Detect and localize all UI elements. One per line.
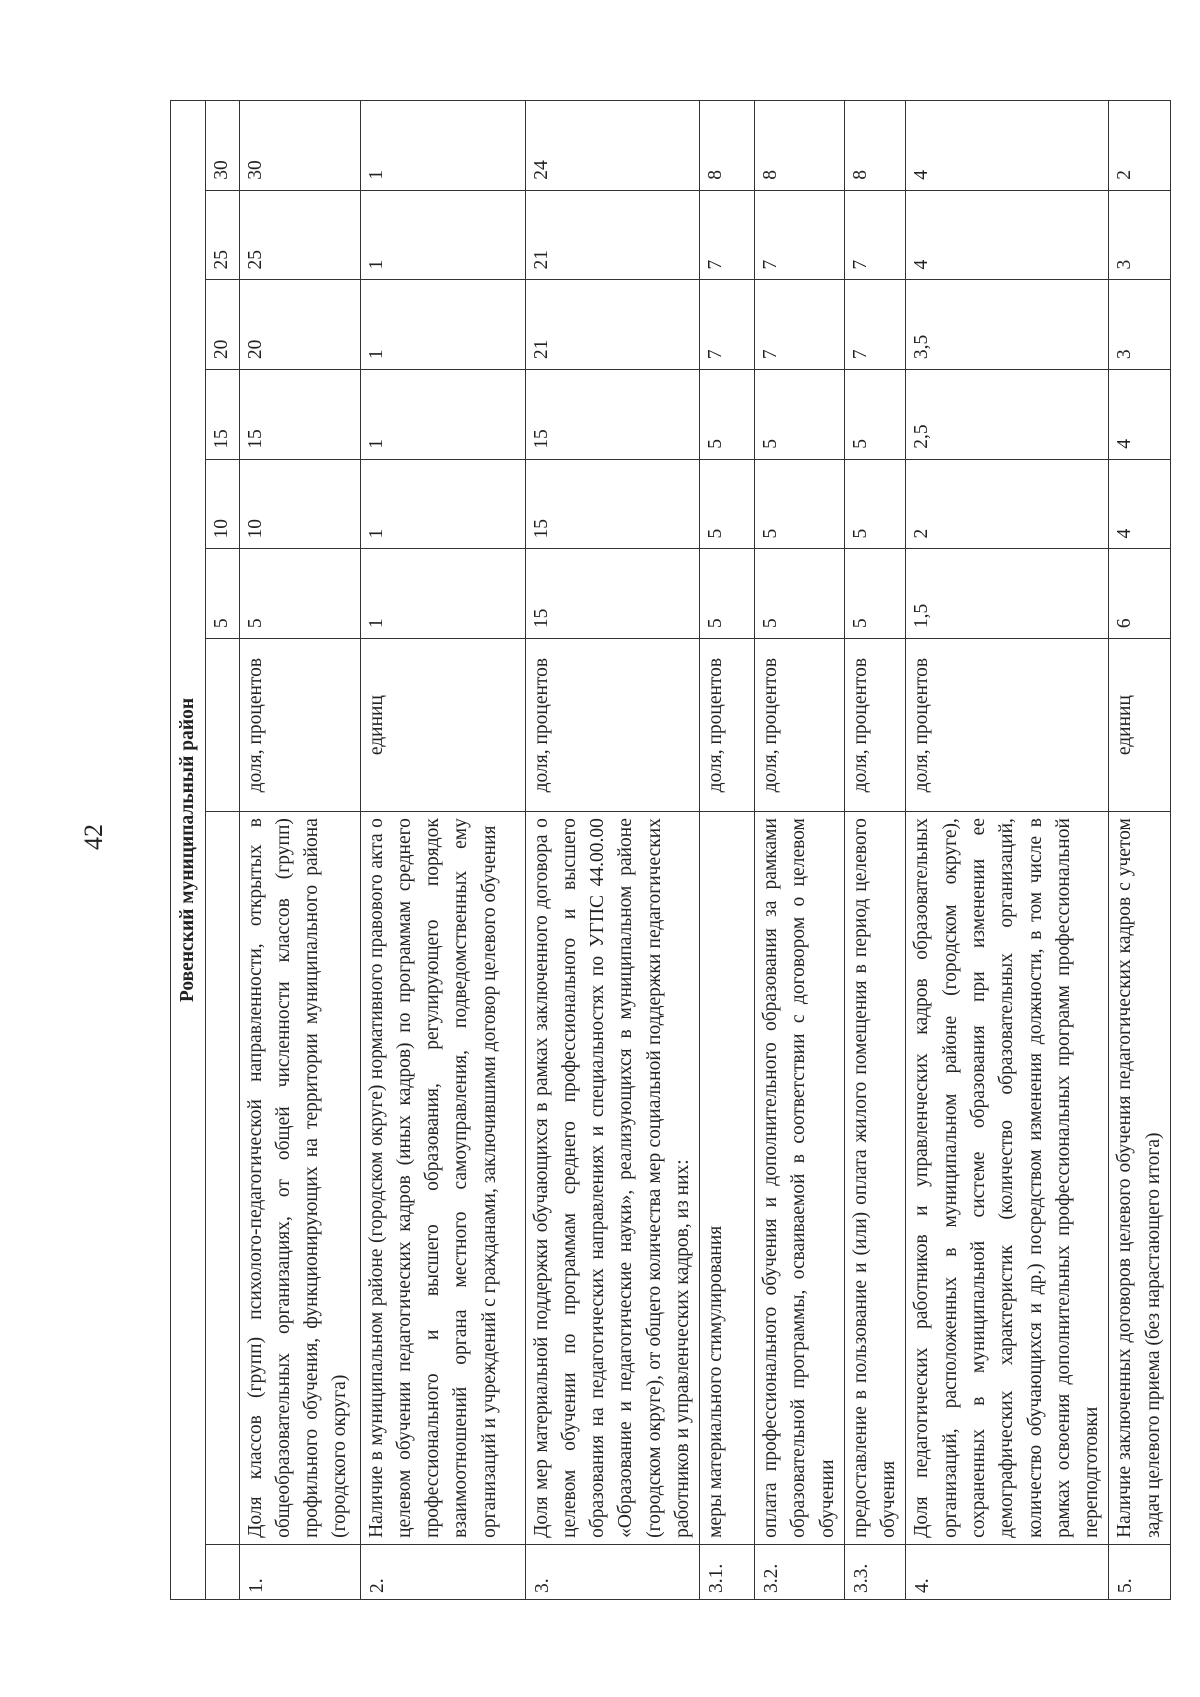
row-description: Наличие в муниципальном районе (городском округе) нормативного правового акта о целевом обучении педагогических кадров (иных кадров) по программам среднего профессионального и высшего образования, регулирующего порядок взаимоотношений органа местного самоуправления, подведомственных ему организаций и учреждений с гражданами, заключившими договор целевого обучения bbox=[360, 812, 525, 1545]
table-row bbox=[525, 101, 700, 1600]
row-value: 25 bbox=[239, 190, 360, 280]
row-value: 20 bbox=[239, 280, 360, 370]
row-value: 1 bbox=[360, 370, 525, 460]
row-number: 5. bbox=[1109, 1544, 1171, 1599]
row-value: 4 bbox=[906, 101, 1109, 191]
row-number: 1. bbox=[239, 1544, 360, 1599]
row-unit: доля, процентов bbox=[700, 639, 755, 812]
row-unit: доля, процентов bbox=[844, 639, 906, 812]
row-description: оплата профессионального обучения и дополнительного образования за рамками образовательной программы, осваиваемой в соответствии с договором о целевом обучении bbox=[755, 812, 845, 1545]
row-number: 4. bbox=[906, 1544, 1109, 1599]
row-value: 3 bbox=[1109, 280, 1171, 370]
table-heading: Ровенский муниципальный район bbox=[171, 101, 206, 1600]
year-header: 5 bbox=[206, 549, 239, 639]
row-number: 3. bbox=[525, 1544, 700, 1599]
row-value: 1 bbox=[360, 190, 525, 280]
row-value: 7 bbox=[700, 190, 755, 280]
row-value: 3,5 bbox=[906, 280, 1109, 370]
row-value: 5 bbox=[700, 549, 755, 639]
row-value: 5 bbox=[844, 370, 906, 460]
row-value: 2 bbox=[1109, 101, 1171, 191]
table-row bbox=[1109, 101, 1171, 1600]
table-row bbox=[906, 101, 1109, 1600]
row-unit: доля, процентов bbox=[906, 639, 1109, 812]
row-value: 2 bbox=[906, 459, 1109, 549]
row-number: 2. bbox=[360, 1544, 525, 1599]
row-value: 10 bbox=[239, 459, 360, 549]
row-value: 15 bbox=[525, 549, 700, 639]
row-value: 15 bbox=[525, 370, 700, 460]
table-year-header-row bbox=[206, 101, 239, 1600]
row-description: Наличие заключенных договоров целевого обучения педагогических кадров с учетом задач целевого приема (без нарастающего итога) bbox=[1109, 812, 1171, 1545]
row-number: 3.1. bbox=[700, 1544, 755, 1599]
rotated-table-container bbox=[170, 100, 1164, 1600]
row-value: 15 bbox=[525, 459, 700, 549]
table-row bbox=[755, 101, 845, 1600]
row-value: 5 bbox=[700, 370, 755, 460]
row-value: 5 bbox=[239, 549, 360, 639]
row-value: 7 bbox=[844, 190, 906, 280]
row-value: 5 bbox=[755, 549, 845, 639]
row-value: 1 bbox=[360, 101, 525, 191]
row-value: 1 bbox=[360, 549, 525, 639]
row-number: 3.3. bbox=[844, 1544, 906, 1599]
row-unit: доля, процентов bbox=[525, 639, 700, 812]
row-unit: доля, процентов bbox=[755, 639, 845, 812]
table-body bbox=[239, 101, 1170, 1600]
header-blank-cell bbox=[206, 1544, 239, 1599]
table-row bbox=[360, 101, 525, 1600]
year-header: 25 bbox=[206, 190, 239, 280]
page-number: 42 bbox=[79, 824, 108, 850]
row-value: 7 bbox=[700, 280, 755, 370]
table-row bbox=[844, 101, 906, 1600]
row-value: 5 bbox=[844, 459, 906, 549]
table-row bbox=[239, 101, 360, 1600]
row-value: 4 bbox=[1109, 459, 1171, 549]
year-header: 10 bbox=[206, 459, 239, 549]
table-heading-row bbox=[171, 101, 206, 1600]
row-value: 7 bbox=[844, 280, 906, 370]
row-description: предоставление в пользование и (или) оплата жилого помещения в период целевого обучения bbox=[844, 812, 906, 1545]
row-description: меры материального стимулирования bbox=[700, 812, 755, 1545]
row-unit: единиц bbox=[1109, 639, 1171, 812]
row-unit: единиц bbox=[360, 639, 525, 812]
row-value: 15 bbox=[239, 370, 360, 460]
row-value: 2,5 bbox=[906, 370, 1109, 460]
year-header: 30 bbox=[206, 101, 239, 191]
header-blank-cell bbox=[206, 639, 239, 812]
table-row bbox=[700, 101, 755, 1600]
row-value: 7 bbox=[755, 280, 845, 370]
row-number: 3.2. bbox=[755, 1544, 845, 1599]
row-description: Доля педагогических работников и управленческих кадров образовательных организаций, расположенных в муниципальном районе (городском округе), сохраненных в муниципальной системе образования при изменении ее демографических характеристик (количество образовательных организаций, количество обучающихся и др.) посредством изменения должности, в том числе в рамках освоения дополнительных профессиональных программ профессиональной переподготовки bbox=[906, 812, 1109, 1545]
row-value: 21 bbox=[525, 190, 700, 280]
row-value: 8 bbox=[700, 101, 755, 191]
row-value: 1 bbox=[360, 280, 525, 370]
row-value: 6 bbox=[1109, 549, 1171, 639]
row-description: Доля мер материальной поддержки обучающихся в рамках заключенного договора о целевом обучении по программам среднего профессионального и высшего образования на педагогических направлениях и специальностях по УГПС 44.00.00 «Образование и педагогические науки», реализующихся в муниципальном районе (городском округе), от общего количества мер социальной поддержки педагогических работников и управленческих кадров, из них: bbox=[525, 812, 700, 1545]
row-value: 5 bbox=[700, 459, 755, 549]
row-value: 5 bbox=[755, 459, 845, 549]
row-value: 30 bbox=[239, 101, 360, 191]
header-blank-cell bbox=[206, 812, 239, 1545]
row-value: 1,5 bbox=[906, 549, 1109, 639]
row-description: Доля классов (групп) психолого-педагогической направленности, открытых в общеобразовательных организациях, от общей численности классов (групп) профильного обучения, функционирующих на территории муниципального района (городского округа) bbox=[239, 812, 360, 1545]
row-value: 8 bbox=[755, 101, 845, 191]
row-value: 3 bbox=[1109, 190, 1171, 280]
row-value: 4 bbox=[906, 190, 1109, 280]
row-value: 8 bbox=[844, 101, 906, 191]
row-unit: доля, процентов bbox=[239, 639, 360, 812]
row-value: 24 bbox=[525, 101, 700, 191]
indicators-table bbox=[170, 100, 1171, 1600]
row-value: 4 bbox=[1109, 370, 1171, 460]
row-value: 5 bbox=[755, 370, 845, 460]
year-header: 15 bbox=[206, 370, 239, 460]
row-value: 7 bbox=[755, 190, 845, 280]
year-header: 20 bbox=[206, 280, 239, 370]
rotated-content bbox=[170, 100, 1164, 1600]
row-value: 1 bbox=[360, 459, 525, 549]
row-value: 5 bbox=[844, 549, 906, 639]
row-value: 21 bbox=[525, 280, 700, 370]
